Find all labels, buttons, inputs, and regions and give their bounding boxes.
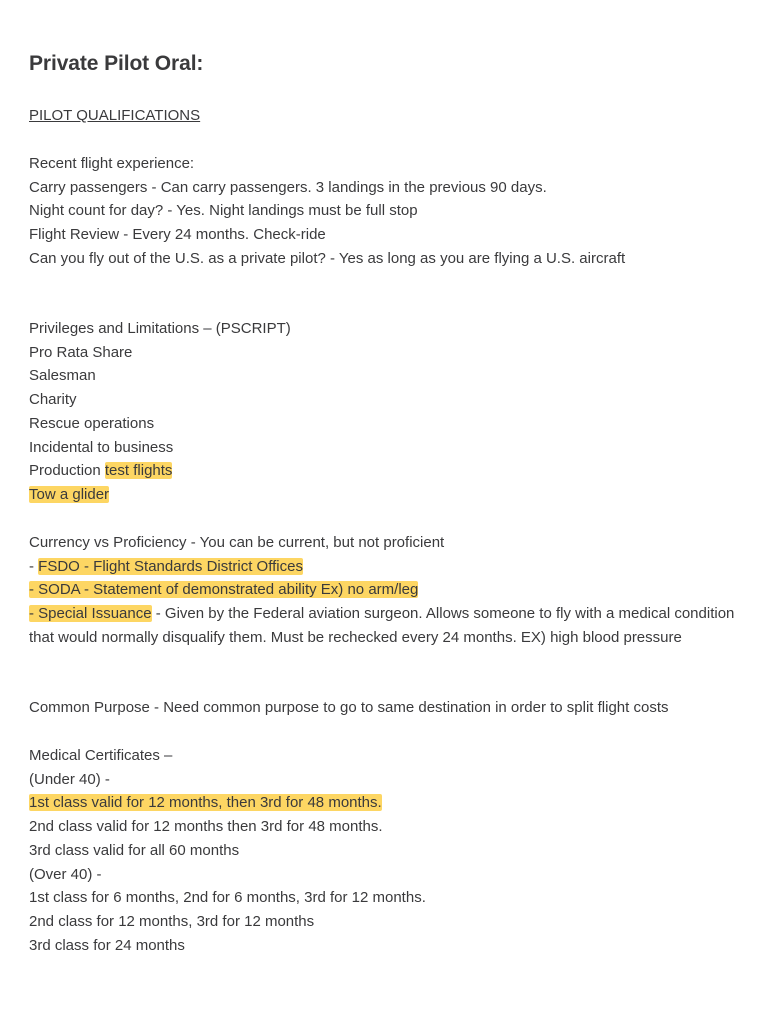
privileges-block xyxy=(29,317,741,507)
special-issuance-highlight: - Special Issuance xyxy=(29,605,152,623)
privileges-item-salesman: Salesman xyxy=(29,367,96,385)
medical-certificates-block xyxy=(29,744,741,957)
section-heading-pilot-qualifications: PILOT QUALIFICATIONS xyxy=(29,107,201,124)
soda-highlight: - SODA - Statement of demonstrated ability Ex) no arm/leg xyxy=(29,581,419,599)
recent-line-fly-out: Can you fly out of the U.S. as a private pilot? - Yes as long as you are flying a U.S. aircraft xyxy=(29,249,626,267)
recent-line-flight-review: Flight Review - Every 24 months. Check-ride xyxy=(29,226,326,244)
privileges-item-tow-glider xyxy=(29,483,741,507)
medical-under40-second: 2nd class valid for 12 months then 3rd for 48 months. xyxy=(29,818,383,836)
under40-first-highlight: 1st class valid for 12 months, then 3rd for 48 months. xyxy=(29,794,382,812)
recent-experience-block xyxy=(29,152,741,271)
recent-line-night: Night count for day? - Yes. Night landings must be full stop xyxy=(29,202,418,220)
medical-over40-third: 3rd class for 24 months xyxy=(29,936,185,954)
medical-over40-second: 2nd class for 12 months, 3rd for 12 months xyxy=(29,912,315,930)
recent-line-passengers: Carry passengers - Can carry passengers. 3 landings in the previous 90 days. xyxy=(29,178,547,196)
currency-block xyxy=(29,531,741,650)
medical-under40-third: 3rd class valid for all 60 months xyxy=(29,841,240,859)
special-issuance-text: - Given by the Federal aviation surgeon. Allows someone to fly with a medical condition that would normally disqualify them. Must be rechecked every 24 months. EX) high blood pressure xyxy=(29,605,735,646)
medical-heading: Medical Certificates – xyxy=(29,747,173,764)
fsdo-prefix: - xyxy=(29,557,39,575)
privileges-item-pro-rata: Pro Rata Share xyxy=(29,343,133,361)
page-title: Private Pilot Oral: xyxy=(29,52,204,75)
privileges-item-incidental: Incidental to business xyxy=(29,438,174,456)
tow-glider-highlight: Tow a glider xyxy=(29,485,110,503)
medical-under40-label: (Under 40) - xyxy=(29,770,110,788)
medical-under40-first xyxy=(29,791,741,815)
production-prefix: Production xyxy=(29,462,105,480)
medical-over40-first: 1st class for 6 months, 2nd for 6 months, 3rd for 12 months. xyxy=(29,889,426,907)
common-purpose-line: Common Purpose - Need common purpose to go to same destination in order to split flight costs xyxy=(29,699,669,716)
medical-over40-label: (Over 40) - xyxy=(29,865,102,883)
recent-experience-heading: Recent flight experience: xyxy=(29,155,195,172)
common-purpose-block xyxy=(29,696,741,720)
privileges-item-production xyxy=(29,459,741,483)
privileges-item-rescue: Rescue operations xyxy=(29,414,155,432)
privileges-item-charity: Charity xyxy=(29,391,77,409)
production-highlight: test flights xyxy=(104,462,173,480)
fsdo-highlight: FSDO - Flight Standards District Offices xyxy=(38,557,303,575)
currency-soda xyxy=(29,578,741,602)
currency-heading: Currency vs Proficiency - You can be current, but not proficient xyxy=(29,534,445,551)
privileges-heading: Privileges and Limitations – (PSCRIPT) xyxy=(29,320,291,337)
currency-special-issuance xyxy=(29,602,741,649)
currency-fsdo xyxy=(29,555,741,579)
